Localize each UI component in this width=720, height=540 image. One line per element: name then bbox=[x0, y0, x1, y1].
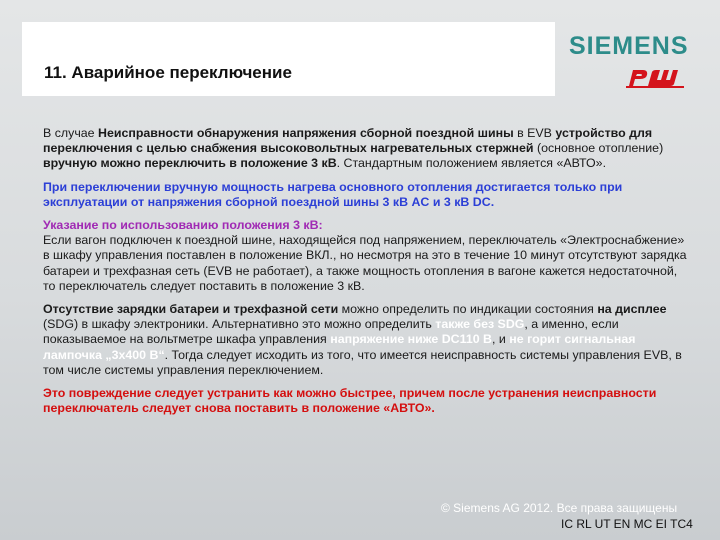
intro-text-standard: . Стандартным положением является «АВТО». bbox=[336, 156, 607, 171]
slide-title: 11. Аварийное переключение bbox=[44, 63, 292, 82]
intro-bold-manual: вручную можно переключить в положение 3 кВ bbox=[43, 156, 337, 171]
voltmeter-text: , а именно, если показываемое на вольтметре шкафа управления bbox=[43, 317, 619, 347]
intro-text-heating: (основное отопление) bbox=[533, 141, 664, 156]
intro-text-evb: в EVB bbox=[513, 126, 556, 140]
slide-content bbox=[43, 126, 693, 424]
without-sdg-highlight: также без SDG bbox=[435, 317, 525, 332]
display-bold: на дисплее bbox=[597, 302, 667, 317]
paragraph-heating-power: При переключении вручную мощность нагрева основного отопления достигается только при эксплуатации от напряжения сборной поездной шины 3 кВ AC и 3 кВ DC. bbox=[43, 179, 623, 209]
lamp-highlight: не горит сигнальная лампочка „3х400 В“ bbox=[43, 332, 636, 362]
copyright-text: © Siemens AG 2012. Все права защищены bbox=[441, 501, 678, 515]
paragraph-note bbox=[43, 218, 693, 294]
note-text: Если вагон подключен к поездной шине, находящейся под напряжением, переключатель «Электроснабжение» в шкафу управления поставлен в положение ВКЛ., но несмотря на это в течение 10 минут отсутствуют зарядка батареи и трехфазная сеть (EVB не работает), а также мощность отопления в вагоне кажется недостаточной, то переключатель следует поставить в положение 3 кВ. bbox=[43, 233, 687, 293]
title-panel bbox=[22, 22, 555, 96]
paragraph-repair: Это повреждение следует устранить как можно быстрее, причем после устранения неисправности переключатель следует снова поставить в положение «АВТО». bbox=[43, 386, 657, 416]
rzd-logo-icon bbox=[626, 66, 686, 88]
voltage-highlight: напряжение ниже DC110 В bbox=[330, 332, 492, 347]
evb-fault-text: . Тогда следует исходить из того, что имеется неисправность системы управления EVB, в том числе системы управления переключением. bbox=[43, 347, 682, 377]
intro-text: В случае bbox=[43, 126, 99, 140]
intro-bold-fault: Неисправности обнаружения напряжения сборной поездной шины bbox=[98, 126, 514, 140]
paragraph-no-charging bbox=[43, 302, 693, 378]
and-text: , и bbox=[492, 332, 510, 347]
intro-bold-device: устройство для переключения с целью снабжения высоковольтных нагревательных стержней bbox=[43, 126, 653, 156]
no-charging-bold: Отсутствие зарядки батареи и трехфазной сети bbox=[43, 302, 339, 317]
document-reference: IC RL UT EN MC EI TC4 bbox=[561, 517, 693, 531]
paragraph-intro bbox=[43, 126, 693, 172]
no-charging-text: можно определить по индикации состояния bbox=[338, 302, 598, 317]
siemens-logo: SIEMENS bbox=[569, 32, 689, 60]
sdg-text: (SDG) в шкафу электроники. Альтернативно это можно определить bbox=[43, 317, 436, 332]
note-heading: Указание по использованию положения 3 кВ: bbox=[43, 218, 323, 233]
